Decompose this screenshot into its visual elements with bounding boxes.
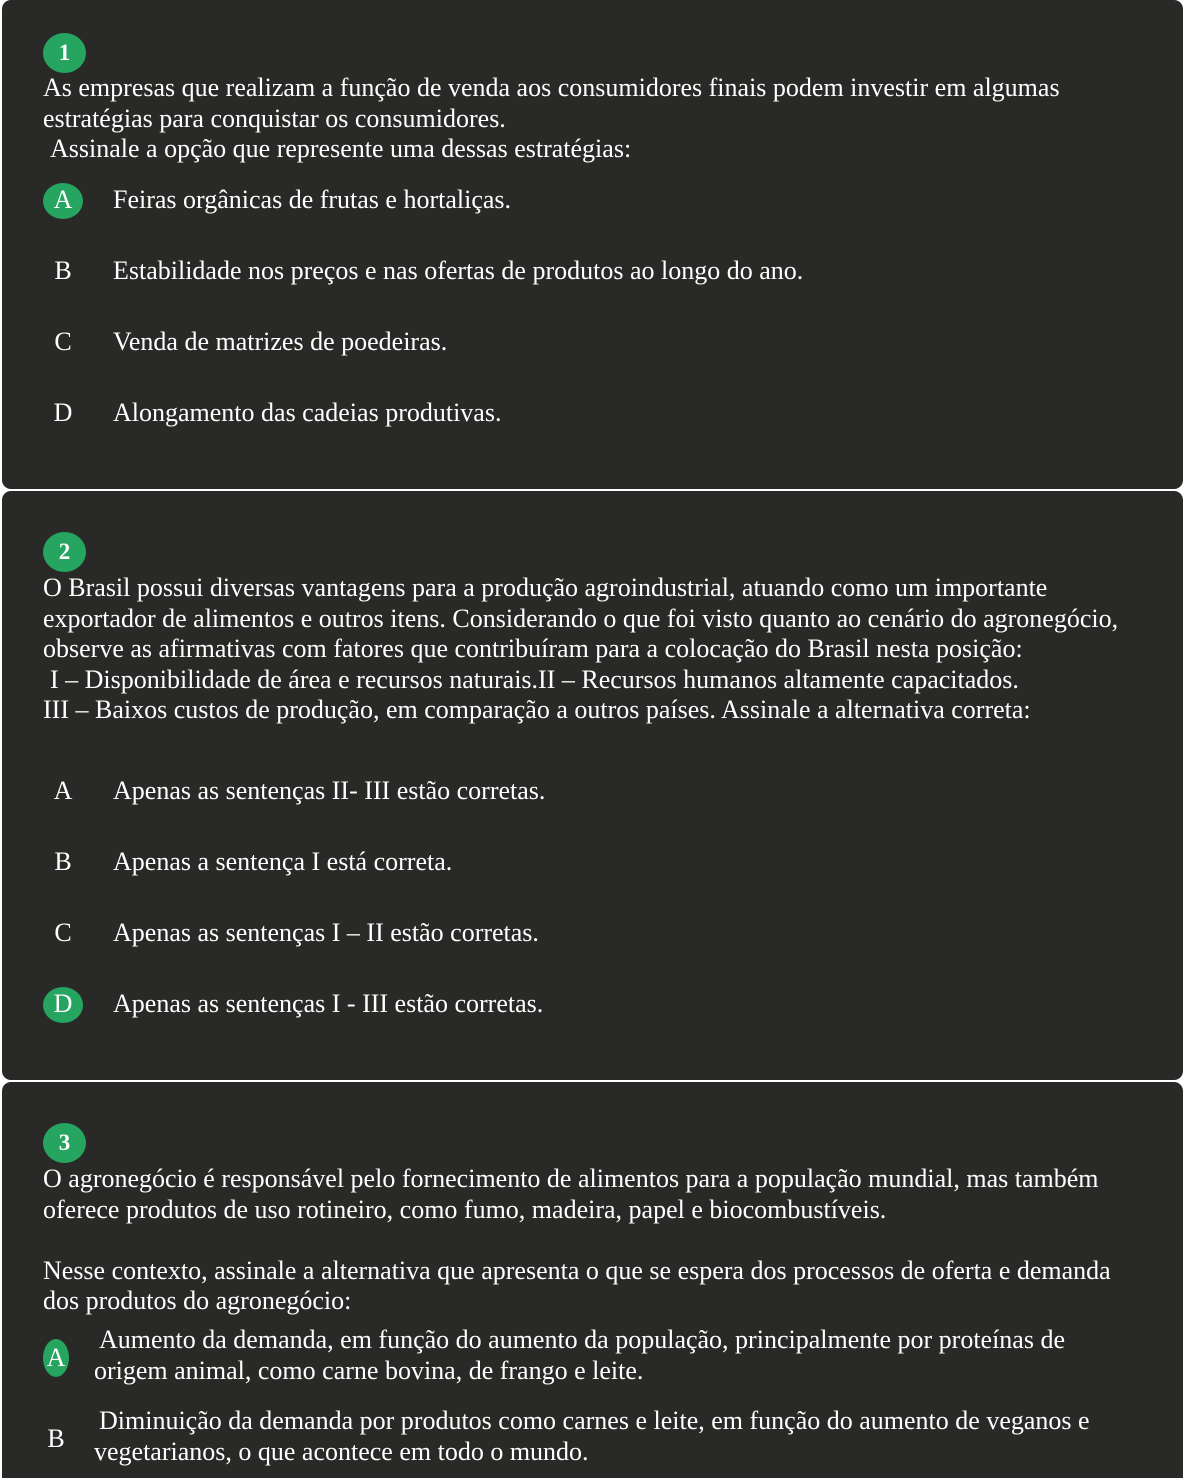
question-card-2 (2, 491, 1183, 1080)
option-text (94, 1324, 1143, 1386)
answer-option-d[interactable] (43, 987, 1143, 1027)
prompt-line: Nesse contexto, assinale a alternativa que apresenta o que se espera dos processos de oferta e demanda dos produtos do agronegócio: (43, 1255, 1111, 1315)
option-text (94, 1405, 1143, 1467)
option-letter: B (54, 847, 72, 876)
option-letter: C (54, 327, 72, 356)
question-card-3 (2, 1082, 1183, 1478)
option-letter-selected: A (43, 1339, 69, 1377)
option-letter-selected: D (43, 987, 83, 1023)
option-letter: B (54, 256, 72, 285)
answer-option-a[interactable] (43, 183, 1143, 223)
question-prompt (43, 73, 1143, 165)
option-text: Apenas as sentenças II- III estão corretas. (113, 776, 546, 805)
option-text: Feiras orgânicas de frutas e hortaliças. (113, 185, 512, 214)
answer-option-d[interactable] (43, 396, 1143, 436)
option-text: Venda de matrizes de poedeiras. (113, 327, 448, 356)
question-prompt (43, 573, 1143, 726)
answer-option-c[interactable] (43, 916, 1143, 956)
question-number-badge: 1 (43, 33, 86, 73)
option-text-line: vegetarianos, o que acontece em todo o mundo. (94, 1437, 589, 1466)
answer-option-b[interactable] (43, 845, 1143, 885)
option-letter: A (53, 776, 73, 805)
option-text-line: Aumento da demanda, em função do aumento da população, principalmente por proteínas de (99, 1325, 1065, 1354)
option-text: Apenas as sentenças I - III estão corretas. (113, 989, 544, 1018)
question-prompt (43, 1164, 1143, 1317)
option-text: Apenas as sentenças I – II estão corretas. (113, 918, 539, 947)
prompt-line: O Brasil possui diversas vantagens para a produção agroindustrial, atuando como um importante exportador de alimentos e outros itens. Considerando o que foi visto quanto ao cenário do agronegócio, observe as afirmativas com fatores que contribuíram para a colocação do Brasil nesta posição: (43, 573, 1119, 663)
option-letter: D (53, 398, 73, 427)
answer-option-a[interactable] (43, 774, 1143, 814)
option-text-line: Diminuição da demanda por produtos como carnes e leite, em função do aumento de veganos e (99, 1406, 1090, 1435)
answer-option-c[interactable] (43, 325, 1143, 365)
question-number-badge: 2 (43, 532, 86, 572)
answer-option-b[interactable] (43, 254, 1143, 294)
option-text-line: origem animal, como carne bovina, de frango e leite. (94, 1356, 644, 1385)
option-text: Alongamento das cadeias produtivas. (113, 398, 502, 427)
prompt-line: O agronegócio é responsável pelo fornecimento de alimentos para a população mundial, mas também oferece produtos de uso rotineiro, como fumo, madeira, papel e biocombustíveis. (43, 1164, 1099, 1224)
option-letter-selected: A (43, 183, 83, 219)
option-letter: B (47, 1424, 65, 1453)
question-card-1 (2, 0, 1183, 489)
option-letter: C (54, 918, 72, 947)
answer-option-b[interactable] (43, 1406, 1143, 1470)
prompt-line: I – Disponibilidade de área e recursos naturais.II – Recursos humanos altamente capacitados. (50, 664, 1019, 694)
prompt-line: Assinale a opção que represente uma dessas estratégias: (50, 134, 632, 163)
option-text: Estabilidade nos preços e nas ofertas de produtos ao longo do ano. (113, 256, 804, 285)
prompt-line: As empresas que realizam a função de venda aos consumidores finais podem investir em algumas estratégias para conquistar os consumidores. (43, 73, 1060, 133)
option-text: Apenas a sentença I está correta. (113, 847, 453, 876)
answer-option-a[interactable] (43, 1325, 1143, 1389)
prompt-line: III – Baixos custos de produção, em comparação a outros países. Assinale a alternativa correta: (43, 695, 1031, 724)
question-number-badge: 3 (43, 1123, 86, 1163)
